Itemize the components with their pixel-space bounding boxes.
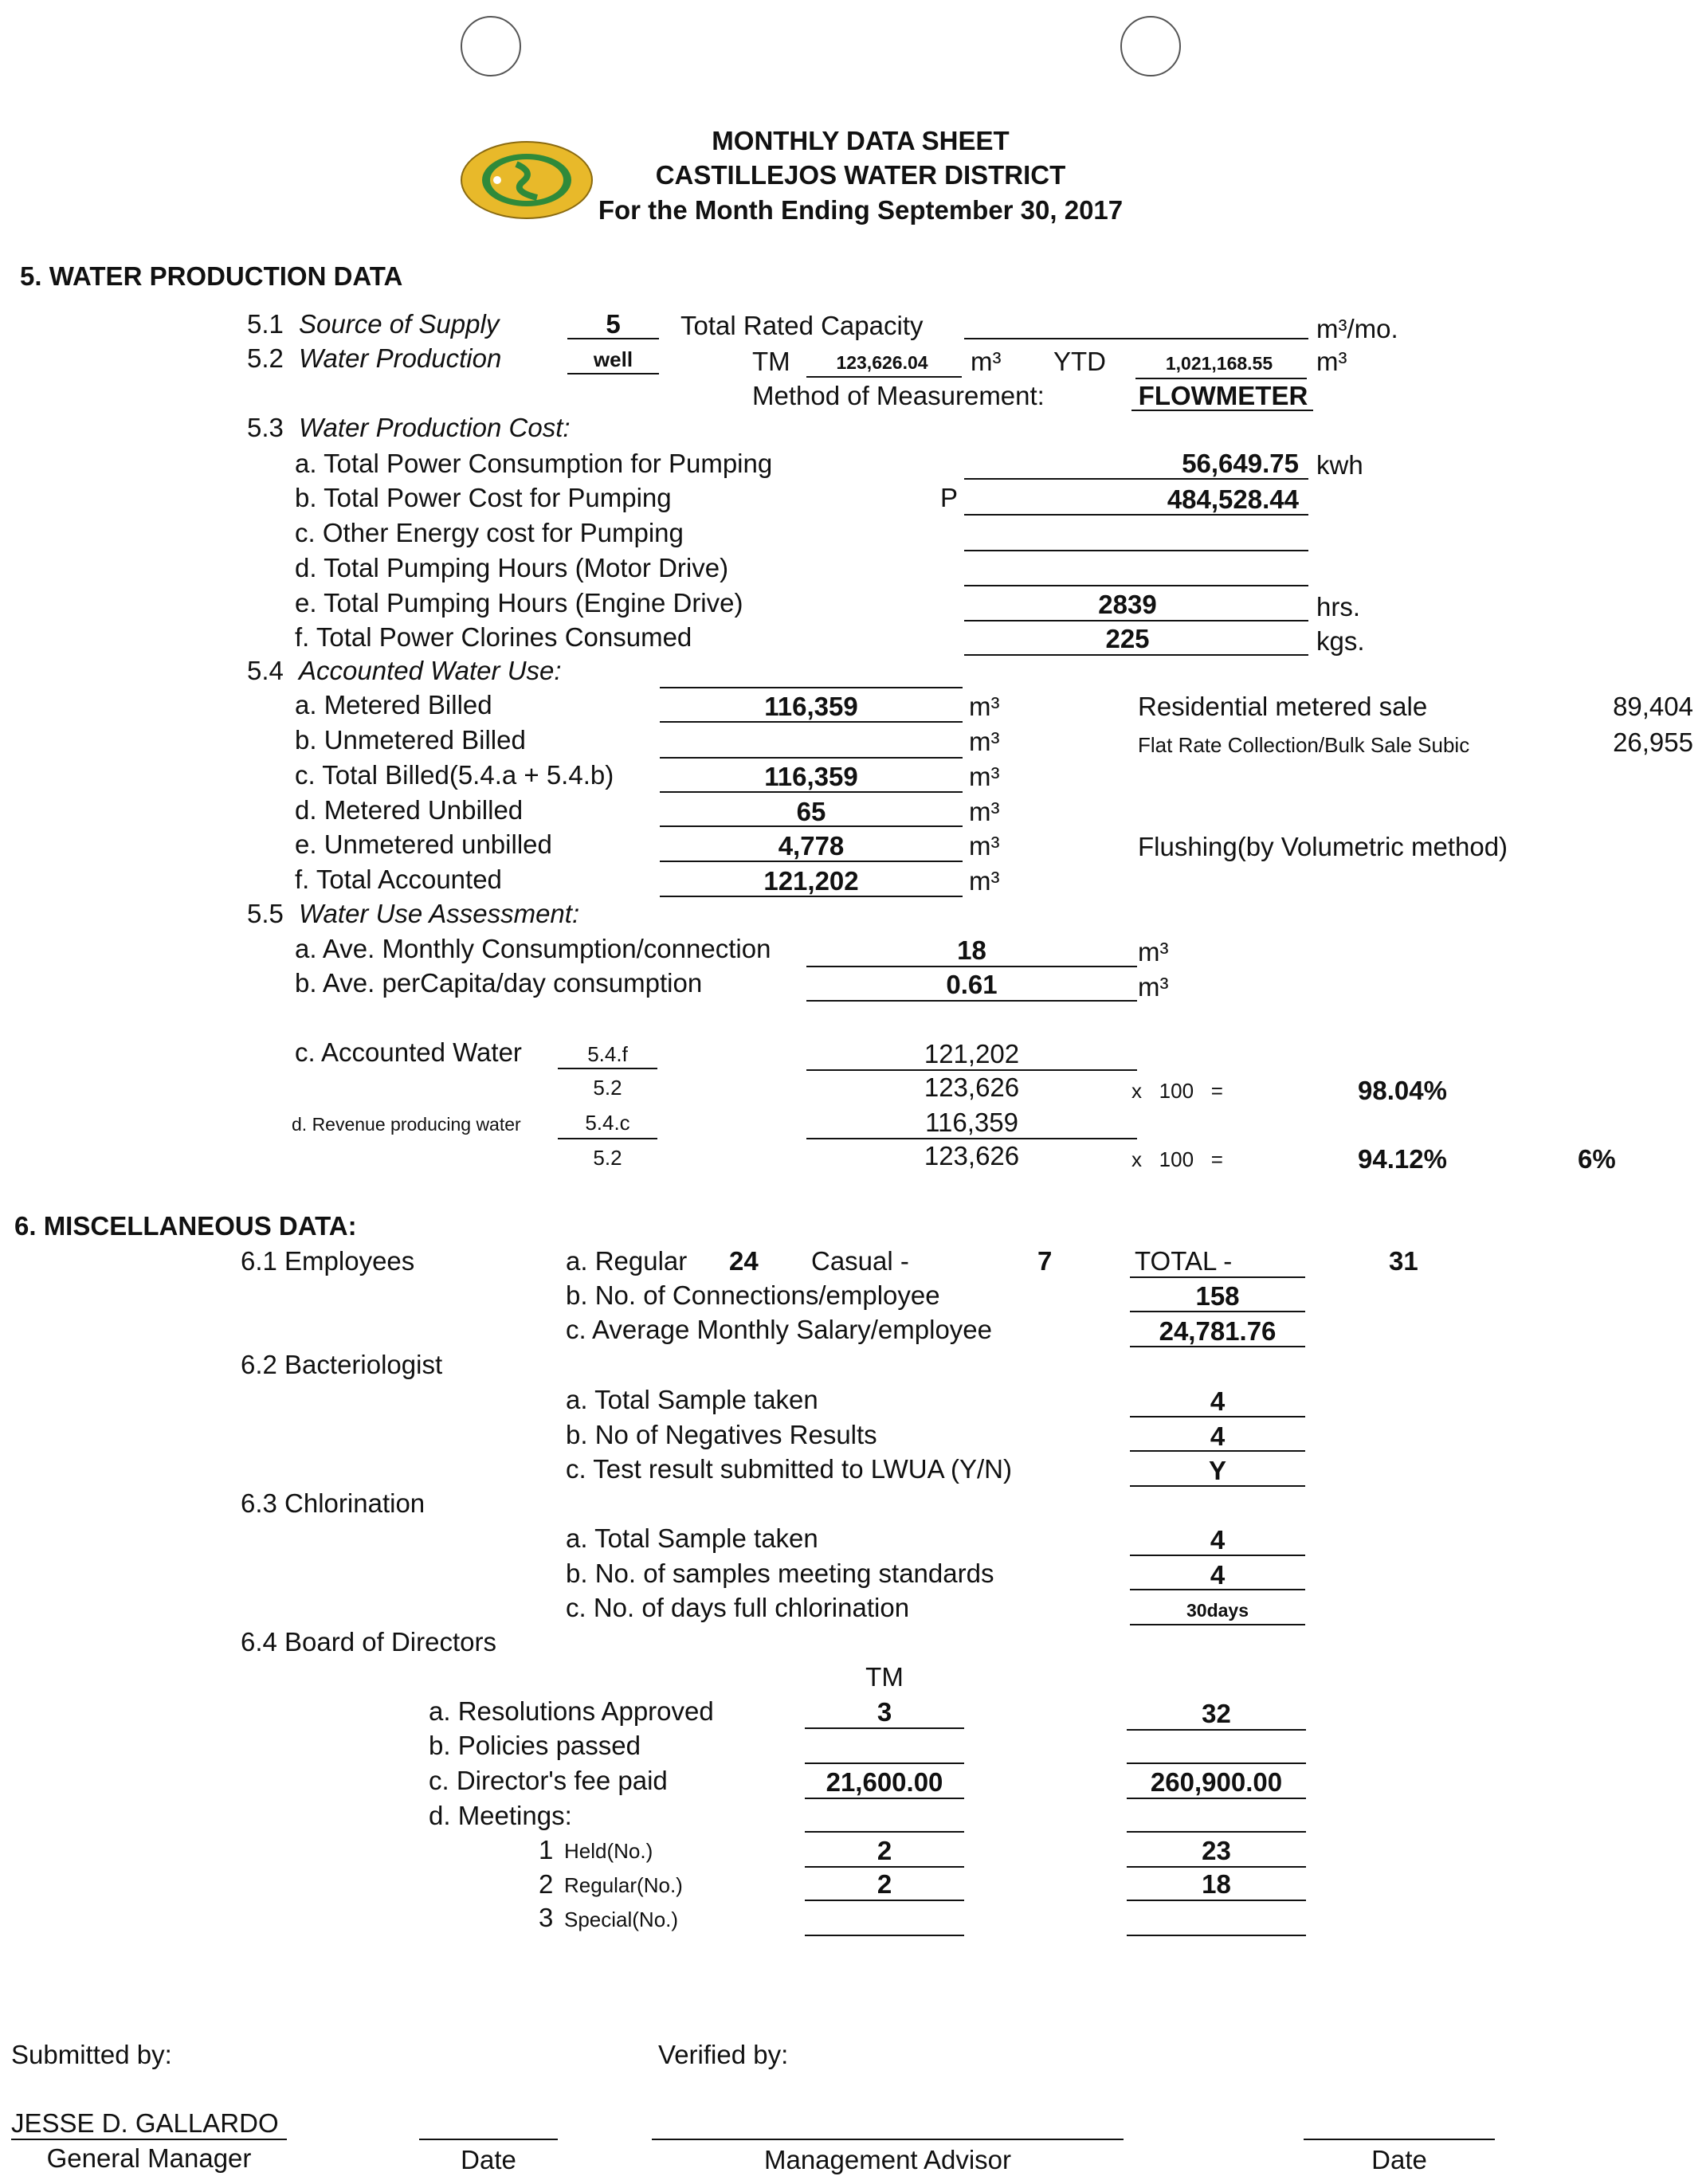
s53b-value: 484,528.44	[1167, 484, 1299, 514]
punch-hole-left	[461, 16, 521, 76]
s55d-mult: x 100 =	[1131, 1147, 1223, 1171]
s61b-line	[1130, 1311, 1305, 1312]
s51-capacity-unit: m³/mo.	[1316, 314, 1398, 343]
s55c-num-ref: 5.4.f	[587, 1042, 628, 1066]
s54a-note: Residential metered sale	[1138, 692, 1428, 721]
s54e-label: e. Unmetered unbilled	[295, 829, 552, 859]
s53b-line	[964, 514, 1308, 516]
s64c-tm-line	[805, 1798, 964, 1799]
s62a-value: 4	[1210, 1386, 1226, 1416]
s55d-num-ref: 5.4.c	[585, 1111, 630, 1135]
s54a-label: a. Metered Billed	[295, 690, 492, 720]
s64b-label: b. Policies passed	[429, 1731, 641, 1760]
s64m2-tm: 2	[877, 1869, 892, 1899]
s61c-label: c. Average Monthly Salary/employee	[566, 1315, 993, 1344]
s64c-label: c. Director's fee paid	[429, 1766, 668, 1795]
s64a-ytd-line	[1127, 1729, 1306, 1731]
s55b-label: b. Ave. perCapita/day consumption	[295, 968, 703, 998]
s54-num: 5.4	[247, 656, 284, 685]
s55b-value: 0.61	[946, 970, 998, 999]
s55c-frac-line	[558, 1068, 657, 1069]
s54c-unit: m³	[969, 762, 1000, 791]
s55-num: 5.5	[247, 899, 284, 928]
submitted-by-label: Submitted by:	[11, 2040, 172, 2069]
signatory-position: General Manager	[46, 2143, 252, 2173]
s53e-unit: hrs.	[1316, 592, 1361, 621]
s54f-value: 121,202	[763, 866, 859, 896]
s63c-line	[1130, 1624, 1305, 1625]
s51-value-line	[567, 338, 659, 339]
s64m1-tm: 2	[877, 1836, 892, 1865]
s64m2-label: Regular(No.)	[564, 1873, 683, 1897]
s64d-label: d. Meetings:	[429, 1801, 572, 1830]
s61-casual-label: Casual -	[811, 1246, 909, 1276]
s64a-ytd: 32	[1202, 1699, 1231, 1728]
s53e-line	[964, 620, 1308, 621]
s63c-label: c. No. of days full chlorination	[566, 1593, 910, 1622]
report-period: For the Month Ending September 30, 2017	[598, 195, 1124, 225]
s54e-unit: m³	[969, 831, 1000, 861]
s55d-numerator: 116,359	[925, 1108, 1018, 1137]
doc-title: MONTHLY DATA SHEET	[712, 126, 1010, 155]
s61c-line	[1130, 1346, 1305, 1347]
s64c-ytd-line	[1127, 1798, 1306, 1799]
s54a-note-value: 89,404	[1613, 692, 1693, 721]
s54a-line	[660, 721, 963, 723]
s64m1-ytd: 23	[1202, 1836, 1231, 1865]
s51-label: Source of Supply	[299, 309, 500, 339]
s63a-label: a. Total Sample taken	[566, 1523, 818, 1553]
date2-label: Date	[1371, 2145, 1427, 2174]
s63a-line	[1130, 1555, 1305, 1556]
s51-capacity-label: Total Rated Capacity	[680, 311, 924, 340]
s55c-denominator: 123,626	[924, 1072, 1020, 1102]
s64c-ytd: 260,900.00	[1150, 1767, 1283, 1797]
s53b-label: b. Total Power Cost for Pumping	[295, 483, 672, 512]
s61b-top-line	[1130, 1276, 1305, 1278]
s64m1-tm-line	[805, 1866, 964, 1868]
advisor-label: Management Advisor	[763, 2145, 1011, 2174]
s52-ytd-value: 1,021,168.55	[1165, 353, 1273, 374]
s62c-label: c. Test result submitted to LWUA (Y/N)	[566, 1454, 1012, 1484]
signatory-name-line	[11, 2139, 287, 2140]
s62a-label: a. Total Sample taken	[566, 1385, 818, 1414]
s63-label: 6.3 Chlorination	[241, 1488, 426, 1518]
s53f-label: f. Total Power Clorines Consumed	[295, 622, 692, 652]
s55c-mult: x 100 =	[1131, 1079, 1223, 1103]
s64a-tm: 3	[877, 1697, 892, 1727]
section5-heading: 5. WATER PRODUCTION DATA	[20, 261, 403, 291]
s54-label: Accounted Water Use:	[299, 656, 562, 685]
s54b-note: Flat Rate Collection/Bulk Sale Subic	[1138, 733, 1470, 757]
verified-by-label: Verified by:	[658, 2040, 789, 2069]
s61-regular-label: a. Regular	[566, 1246, 688, 1276]
s54b-unit: m³	[969, 727, 1000, 756]
s64m1-num: 1	[539, 1835, 554, 1864]
s55a-label: a. Ave. Monthly Consumption/connection	[295, 934, 771, 963]
s62-label: 6.2 Bacteriologist	[241, 1350, 443, 1379]
s55b-line	[806, 1000, 1137, 1002]
s52-num: 5.2	[247, 343, 284, 373]
s54d-unit: m³	[969, 797, 1000, 826]
s52-method-value: FLOWMETER	[1138, 381, 1308, 410]
date2-line	[1304, 2139, 1495, 2140]
s54b-line	[660, 757, 963, 759]
s64d-tm-line	[805, 1831, 964, 1833]
date1-line	[419, 2139, 558, 2140]
s53e-label: e. Total Pumping Hours (Engine Drive)	[295, 588, 743, 618]
s55d-result: 94.12%	[1358, 1144, 1447, 1174]
s62b-value: 4	[1210, 1421, 1226, 1451]
s53f-unit: kgs.	[1316, 626, 1365, 656]
s55c-den-ref: 5.2	[593, 1076, 622, 1100]
s55d-extra: 6%	[1578, 1144, 1616, 1174]
s64m3-label: Special(No.)	[564, 1908, 679, 1931]
s54e-line	[660, 861, 963, 862]
s55a-line	[806, 966, 1137, 967]
s61-total-value: 31	[1389, 1246, 1418, 1276]
s54d-label: d. Metered Unbilled	[295, 795, 524, 825]
s51-num: 5.1	[247, 309, 284, 339]
s53a-value: 56,649.75	[1182, 449, 1299, 478]
s54-top-line	[660, 687, 963, 688]
s64m1-label: Held(No.)	[564, 1839, 653, 1863]
s62b-line	[1130, 1450, 1305, 1452]
s52-ytd-line	[1135, 378, 1307, 379]
s54f-line	[660, 896, 963, 897]
s53a-label: a. Total Power Consumption for Pumping	[295, 449, 773, 478]
s55a-unit: m³	[1138, 937, 1169, 967]
s53a-unit: kwh	[1316, 450, 1363, 480]
s55a-value: 18	[957, 935, 986, 965]
s55c-result: 98.04%	[1358, 1076, 1447, 1105]
s64m2-num: 2	[539, 1869, 554, 1899]
s55c-numerator: 121,202	[924, 1039, 1020, 1068]
s52-tm-label: TM	[752, 347, 790, 376]
s53-label: Water Production Cost:	[299, 413, 571, 442]
s62c-line	[1130, 1485, 1305, 1487]
date1-label: Date	[461, 2145, 516, 2174]
s64a-tm-line	[805, 1727, 964, 1729]
s55d-denominator: 123,626	[924, 1141, 1020, 1170]
s53d-line	[964, 585, 1308, 586]
s52-ytd-label: YTD	[1053, 347, 1106, 376]
s54c-value: 116,359	[764, 762, 858, 791]
s54a-value: 116,359	[764, 692, 858, 721]
s53-num: 5.3	[247, 413, 284, 442]
s55c-value-line	[806, 1069, 1137, 1071]
s55d-value-line	[806, 1138, 1137, 1139]
s64b-tm-line	[805, 1762, 964, 1764]
s52-method-label: Method of Measurement:	[752, 381, 1045, 410]
s61-regular-value: 24	[729, 1246, 759, 1276]
s54e-note: Flushing(by Volumetric method)	[1138, 832, 1508, 861]
s64m2-ytd: 18	[1202, 1869, 1231, 1899]
s64m3-ytd-line	[1127, 1935, 1306, 1936]
s52-method-line	[1131, 410, 1313, 411]
s63b-label: b. No. of samples meeting standards	[566, 1559, 994, 1588]
district-name: CASTILLEJOS WATER DISTRICT	[655, 160, 1066, 190]
s61-casual-value: 7	[1037, 1246, 1053, 1276]
s55d-label: d. Revenue producing water	[292, 1114, 521, 1135]
s54d-line	[660, 825, 963, 827]
s64m2-tm-line	[805, 1900, 964, 1901]
s53f-line	[964, 654, 1308, 656]
s54c-line	[660, 791, 963, 793]
s55c-label: c. Accounted Water	[295, 1037, 522, 1067]
s61-total-label: TOTAL -	[1135, 1246, 1233, 1276]
s61c-value: 24,781.76	[1159, 1316, 1277, 1346]
s62b-label: b. No of Negatives Results	[566, 1420, 877, 1449]
s53e-value: 2839	[1098, 590, 1157, 619]
s64m3-tm-line	[805, 1935, 964, 1936]
s64-col-tm: TM	[865, 1662, 904, 1692]
s54a-unit: m³	[969, 692, 1000, 721]
s64m2-ytd-line	[1127, 1900, 1306, 1901]
s61b-label: b. No. of Connections/employee	[566, 1280, 940, 1310]
s54f-label: f. Total Accounted	[295, 865, 502, 894]
s54e-value: 4,778	[778, 831, 845, 861]
s61-label: 6.1 Employees	[241, 1246, 415, 1276]
s52-value-line	[567, 373, 659, 374]
s62a-line	[1130, 1416, 1305, 1417]
s63c-value: 30days	[1186, 1600, 1249, 1621]
s52-tm-unit: m³	[971, 347, 1002, 376]
s63a-value: 4	[1210, 1525, 1226, 1555]
s52-tm-value: 123,626.04	[836, 352, 928, 373]
s52-tm-line	[806, 376, 962, 378]
s54d-value: 65	[796, 797, 826, 826]
s53a-line	[964, 478, 1308, 480]
s54f-unit: m³	[969, 866, 1000, 896]
s64b-ytd-line	[1127, 1762, 1306, 1764]
s52-ytd-unit: m³	[1316, 347, 1347, 376]
s64m1-ytd-line	[1127, 1866, 1306, 1868]
s63b-value: 4	[1210, 1560, 1226, 1590]
s55b-unit: m³	[1138, 972, 1169, 1002]
s55d-frac-line	[558, 1138, 657, 1139]
s64a-label: a. Resolutions Approved	[429, 1696, 714, 1726]
s54b-label: b. Unmetered Billed	[295, 725, 526, 755]
section6-heading: 6. MISCELLANEOUS DATA:	[14, 1211, 357, 1241]
s51-capacity-line	[964, 338, 1308, 339]
s64-label: 6.4 Board of Directors	[241, 1627, 496, 1657]
s54b-note-value: 26,955	[1613, 727, 1693, 757]
s55-label: Water Use Assessment:	[299, 899, 580, 928]
s62c-value: Y	[1208, 1456, 1226, 1485]
s52-value: well	[593, 347, 633, 371]
s53c-label: c. Other Energy cost for Pumping	[295, 518, 684, 547]
s63b-line	[1130, 1589, 1305, 1590]
s64d-ytd-line	[1127, 1831, 1306, 1833]
punch-hole-right	[1120, 16, 1181, 76]
s55d-den-ref: 5.2	[593, 1146, 622, 1170]
s53d-label: d. Total Pumping Hours (Motor Drive)	[295, 553, 729, 582]
s54c-label: c. Total Billed(5.4.a + 5.4.b)	[295, 760, 614, 790]
s53b-prefix: P	[940, 483, 959, 512]
s53c-line	[964, 550, 1308, 551]
s64m3-num: 3	[539, 1903, 554, 1932]
signatory-name: JESSE D. GALLARDO	[11, 2108, 279, 2138]
s51-value: 5	[606, 309, 621, 339]
advisor-line	[652, 2139, 1124, 2140]
s61b-value: 158	[1195, 1281, 1240, 1311]
s64c-tm: 21,600.00	[826, 1767, 943, 1797]
s53f-value: 225	[1105, 624, 1150, 653]
s52-label: Water Production	[299, 343, 502, 373]
